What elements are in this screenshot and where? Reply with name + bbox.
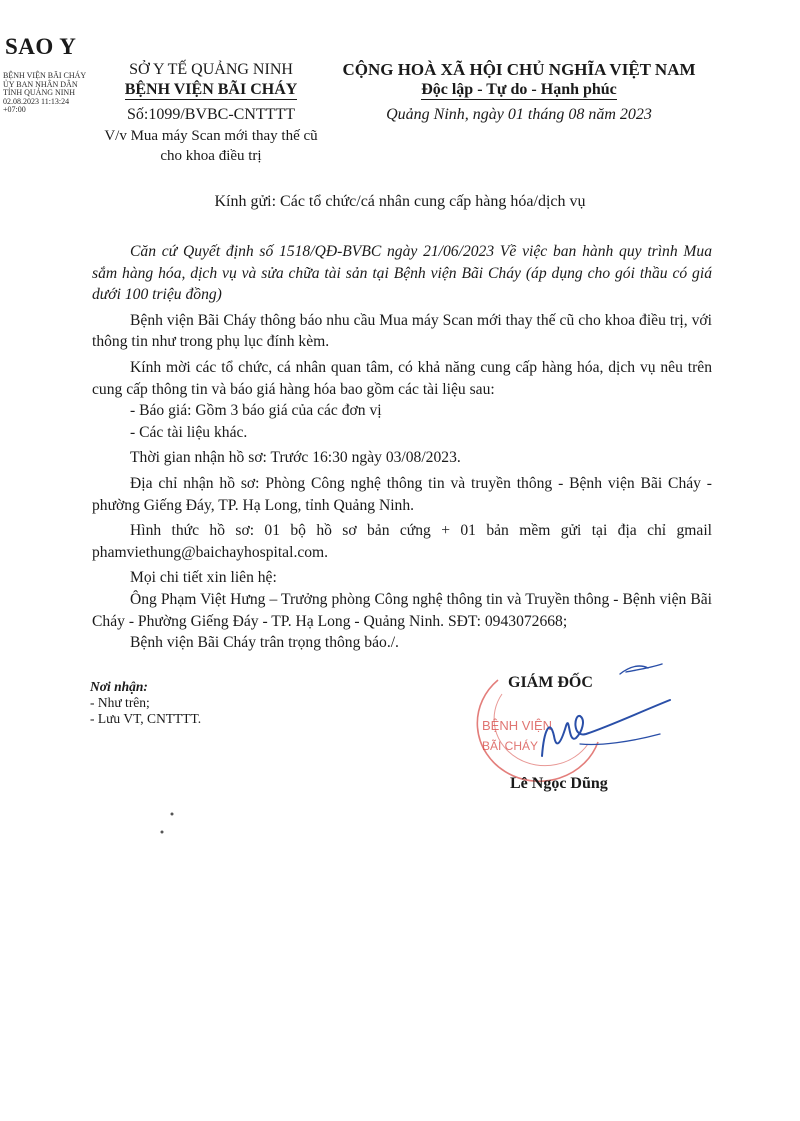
document-body (92, 241, 712, 654)
digital-signature-info (3, 72, 91, 115)
subject-line: cho khoa điều trị (160, 148, 262, 164)
recipients-label: Nơi nhận: (90, 679, 148, 694)
national-motto: Độc lập - Tự do - Hạnh phúc (421, 81, 617, 98)
handwritten-signature (520, 660, 680, 790)
signer-title: GIÁM ĐỐC (508, 674, 593, 691)
stamp-text: BỆNH VIỆN (482, 718, 553, 733)
copy-mark: SAO Y (5, 34, 77, 59)
contact-paragraph: Ông Phạm Việt Hưng – Trưởng phòng Công nghệ thông tin và Truyền thông - Bệnh viện Bãi Cháy - Phường Giếng Đáy - TP. Hạ Long - Quảng Ninh. SĐT: 0943072668; (92, 590, 712, 630)
greeting: Kính gửi: Các tổ chức/cá nhân cung cấp hàng hóa/dịch vụ (214, 193, 586, 210)
hospital-name: BỆNH VIỆN BÃI CHÁY (124, 81, 298, 98)
signer-name: Lê Ngọc Dũng (510, 775, 608, 792)
closing-paragraph: Bệnh viện Bãi Cháy trân trọng thông báo./. (130, 634, 399, 652)
deadline-paragraph: Thời gian nhận hồ sơ: Trước 16:30 ngày 03/08/2023. (130, 449, 461, 467)
scan-speck-marks (150, 808, 180, 838)
format-paragraph: Hình thức hồ sơ: 01 bộ hồ sơ bản cứng + 01 bản mềm gửi tại địa chỉ gmail phamviethung@baichayhospital.com. (92, 522, 712, 561)
contact-intro: Mọi chi tiết xin liên hệ: (130, 569, 277, 587)
nation-title: CỘNG HOÀ XÃ HỘI CHỦ NGHĨA VIỆT NAM (342, 60, 696, 79)
digital-signature-line: 02.08.2023 11:13:24 +07:00 (3, 96, 70, 115)
place-date: Quảng Ninh, ngày 01 tháng 08 năm 2023 (386, 106, 652, 123)
parent-agency: SỞ Y TẾ QUẢNG NINH (129, 61, 293, 78)
recipient-item: - Lưu VT, CNTTTT. (90, 711, 202, 726)
address-paragraph: Địa chỉ nhận hồ sơ: Phòng Công nghệ thông tin và truyền thông - Bệnh viện Bãi Cháy - phường Giếng Đáy, TP. Hạ Long, tỉnh Quảng Ninh. (92, 474, 712, 514)
stamp-text: BÃI CHÁY (482, 739, 539, 753)
invitation-paragraph: Kính mời các tổ chức, cá nhân quan tâm, có khả năng cung cấp hàng hóa, dịch vụ nêu trên cung cấp thông tin và báo giá hàng hóa bao gồm các tài liệu sau: (92, 358, 712, 398)
legal-basis: Căn cứ Quyết định số 1518/QĐ-BVBC ngày 21/06/2023 Về việc ban hành quy trình Mua sắm hàng hóa, dịch vụ và sửa chữa tài sản tại Bệnh viện Bãi Cháy (áp dụng cho gói thầu có giá dưới 100 triệu đồng) (92, 243, 712, 304)
document-list-item: - Báo giá: Gồm 3 báo giá của các đơn vị (130, 402, 382, 420)
subject-line: V/v Mua máy Scan mới thay thế cũ (104, 128, 318, 144)
recipients-block (90, 679, 201, 727)
digital-signature-line: ỦY BAN NHÂN DÂN TỈNH QUẢNG NINH (3, 79, 78, 98)
document-list-item: - Các tài liệu khác. (130, 423, 248, 441)
digital-signature-line: BỆNH VIỆN BÃI CHÁY (3, 71, 87, 80)
national-header-block (334, 60, 704, 125)
document-number: Số:1099/BVBC-CNTTTT (126, 106, 295, 123)
notice-paragraph: Bệnh viện Bãi Cháy thông báo nhu cầu Mua máy Scan mới thay thế cũ cho khoa điều trị, với thông tin như trong phụ lục đính kèm. (92, 311, 712, 351)
recipient-item: - Như trên; (90, 695, 150, 710)
issuing-agency-block (96, 60, 326, 165)
